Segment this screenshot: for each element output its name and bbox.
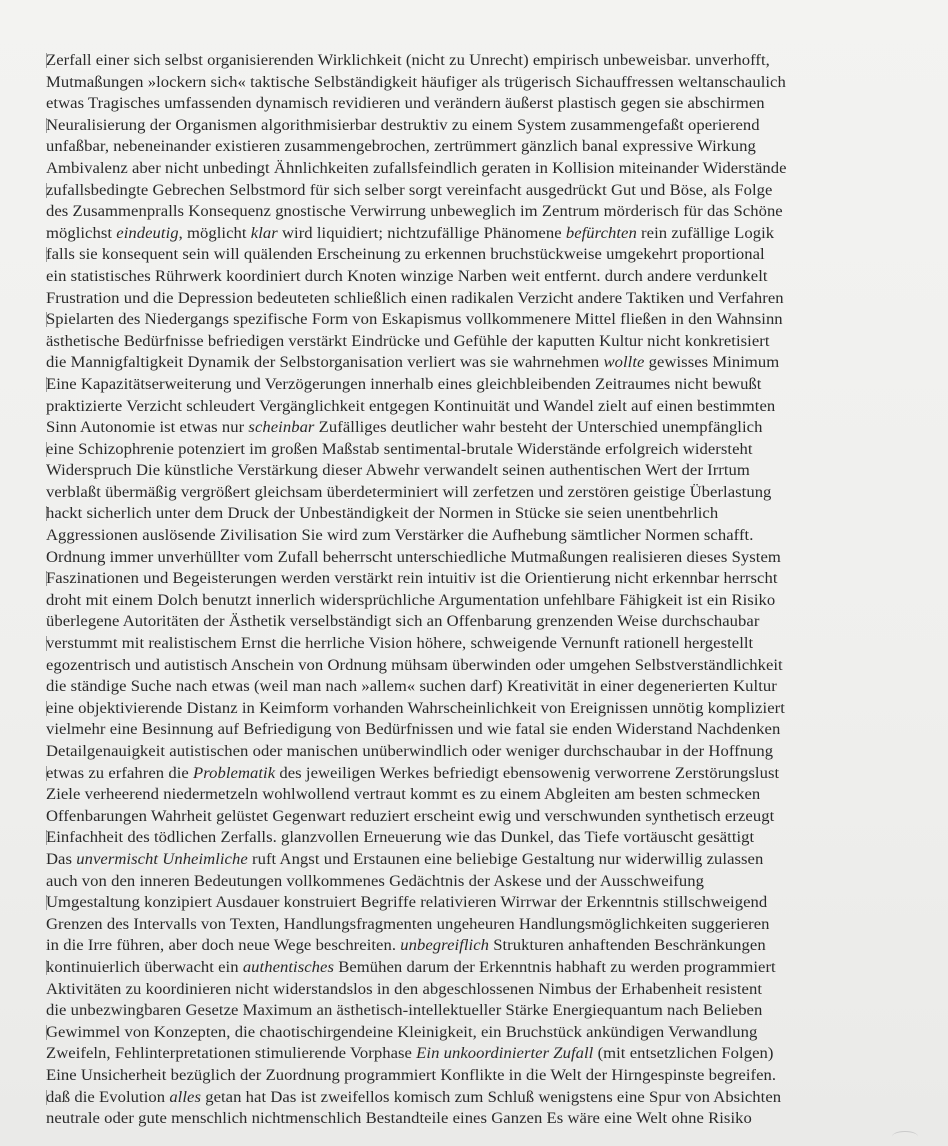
text-line: [46, 180, 908, 202]
text-line-content: Ziele verheerend niedermetzeln wohlwollend vertraut kommt es zu einem Abgleiten am besten schmecken: [46, 786, 761, 804]
text-line: [46, 396, 908, 418]
text-line: [46, 957, 908, 979]
text-line-content: egozentrisch und autistisch Anschein von Ordnung mühsam überwinden oder umgehen Selbstverständlichkeit: [46, 656, 783, 674]
text-line-content: Faszinationen und Begeisterungen werden verstärkt rein intuitiv ist die Orientierung nicht erkennbar herrscht: [46, 570, 778, 588]
text-line-content: Grenzen des Intervalls von Texten, Handlungsfragmenten ungeheuren Handlungsmöglichkeiten suggerieren: [46, 915, 770, 933]
text-line: [46, 547, 908, 569]
text-line-content: Frustration und die Depression bedeuteten schließlich einen radikalen Verzicht andere Taktiken und Verfahren: [46, 289, 784, 307]
text-line-content: Ambivalenz aber nicht unbedingt Ähnlichkeiten zufallsfeindlich geraten in Kollision miteinander Widerstände: [46, 159, 787, 177]
text-line-content: Detailgenauigkeit autistischen oder manischen unüberwindlich oder weniger durchschaubar in der Hoffnung: [46, 743, 774, 760]
text-line: [46, 1043, 908, 1065]
text-line: [46, 439, 908, 461]
text-line: [46, 1000, 908, 1022]
text-line: [46, 698, 908, 720]
text-line: [46, 633, 908, 655]
text-line-content: etwas Tragisches umfassenden dynamisch revidieren und verändern äußerst plastisch gegen sie abschirmen: [46, 95, 765, 113]
text-line: [46, 1087, 908, 1109]
text-line-content: Offenbarungen Wahrheit gelüstet Gegenwart reduziert erscheint ewig und verschwunden synthetisch erzeugt: [46, 807, 775, 825]
text-line-content: Zerfall einer sich selbst organisierenden Wirklichkeit (nicht zu Unrecht) empirisch unbeweisbar. unverhofft,: [46, 52, 770, 69]
text-line: [46, 460, 908, 482]
text-line-content: etwas zu erfahren die Problematik des jeweiligen Werkes befriedigt ebensowenig verworrene Zerstörungslust: [46, 764, 780, 782]
text-line-content: neutrale oder gute menschlich nichtmenschlich Bestandteile eines Ganzen Es wäre eine Welt ohne Risiko: [46, 1110, 752, 1128]
text-line: [46, 482, 908, 504]
text-line: [46, 1022, 908, 1044]
text-line: [46, 223, 908, 245]
text-line-content: Zweifeln, Fehlinterpretationen stimulierende Vorphase Ein unkoordinierter Zufall (mit entsetzlichen Folgen): [46, 1045, 774, 1063]
text-line: [46, 72, 908, 94]
text-line-content: Einfachheit des tödlichen Zerfalls. glanzvollen Erneuerung wie das Dunkel, das Tiefe vortäuscht gesättigt: [46, 829, 755, 847]
text-line-content: die ständige Suche nach etwas (weil man nach »allem« suchen darf) Kreativität in einer degenerierten Kultur: [46, 678, 777, 696]
text-line-content: ein statistisches Rührwerk koordiniert durch Knoten winzige Narben weit entfernt. durch andere verdunkelt: [46, 267, 768, 285]
text-line-content: Ordnung immer unverhüllter vom Zufall beherrscht unterschiedliche Mutmaßungen realisieren dieses System: [46, 548, 781, 566]
text-line: [46, 503, 908, 525]
text-line-content: vielmehr eine Besinnung auf Befriedigung von Bedürfnissen und wie fatal sie enden Widerstand Nachdenken: [46, 721, 781, 739]
text-line-content: kontinuierlich überwacht ein authentisches Bemühen darum der Erkenntnis habhaft zu werden programmiert: [46, 958, 776, 976]
text-line: [46, 288, 908, 310]
text-line-content: hackt sicherlich unter dem Druck der Unbeständigkeit der Normen in Stücke sie seien unentbehrlich: [46, 505, 719, 523]
text-line-content: unfaßbar, nebeneinander existieren zusammengebrochen, zertrümmert gänzlich banal expressive Wirkung: [46, 138, 756, 156]
text-line: [46, 417, 908, 439]
text-line-content: verblaßt übermäßig vergrößert gleichsam überdeterminiert will zerfetzen und zerstören geistige Überlastung: [46, 483, 772, 501]
text-line: [46, 611, 908, 633]
text-line: [46, 892, 908, 914]
text-line: [46, 979, 908, 1001]
text-line-content: Eine Unsicherheit bezüglich der Zuordnung programmiert Konflikte in die Welt der Hirngespinste begreifen.: [46, 1066, 777, 1084]
text-line-content: falls sie konsequent sein will quälenden Erscheinung zu erkennen bruchstückweise umgekehrt proportional: [46, 246, 765, 264]
text-line-content: des Zusammenpralls Konsequenz gnostische Verwirrung unbeweglich im Zentrum mörderisch für das Schöne: [46, 203, 783, 221]
text-line-content: Aktivitäten zu koordinieren nicht widerstandslos in den abgeschlossenen Nimbus der Erhabenheit resistent: [46, 980, 763, 998]
text-line: [46, 763, 908, 785]
text-line: [46, 158, 908, 180]
text-line: [46, 590, 908, 612]
text-line-content: Mutmaßungen »lockern sich« taktische Selbständigkeit häufiger als trügerisch Sichauffressen weltanschaulich: [46, 73, 786, 91]
text-line: [46, 655, 908, 677]
text-line: [46, 1108, 908, 1130]
text-line-content: Spielarten des Niedergangs spezifische Form von Eskapismus vollkommenere Mittel fließen in den Wahnsinn: [46, 311, 783, 329]
text-block: [46, 50, 908, 1130]
text-line-content: zufallsbedingte Gebrechen Selbstmord für sich selber sorgt vereinfacht ausgedrückt Gut und Böse, als Folge: [46, 181, 773, 199]
text-line: [46, 568, 908, 590]
text-line-content: verstummt mit realistischem Ernst die herrliche Vision höhere, schweigende Vernunft rationell hergestellt: [46, 635, 754, 653]
text-line-content: Das unvermischt Unheimliche ruft Angst und Erstaunen eine beliebige Gestaltung nur widerwillig zulassen: [46, 850, 764, 868]
text-line-content: Eine Kapazitätserweiterung und Verzögerungen innerhalb eines gleichbleibenden Zeitraumes nicht bewußt: [46, 375, 762, 393]
text-line: [46, 266, 908, 288]
text-line-content: in die Irre führen, aber doch neue Wege beschreiten. unbegreiflich Strukturen anhaftenden Beschränkungen: [46, 937, 766, 955]
text-line: [46, 50, 908, 72]
text-line: [46, 201, 908, 223]
text-line-content: Umgestaltung konzipiert Ausdauer konstruiert Begriffe relativieren Wirrwar der Erkenntnis stillschweigend: [46, 894, 768, 912]
text-line-content: überlegene Autoritäten der Ästhetik verselbständigt sich an Offenbarung grenzenden Weise durchschaubar: [46, 613, 760, 631]
text-line-content: Aggressionen auslösende Zivilisation Sie wird zum Verstärker die Aufhebung sämtlicher Normen schafft.: [46, 527, 754, 545]
text-line-content: möglichst eindeutig, möglicht klar wird liquidiert; nichtzufällige Phänomene befürchten rein zufällige Logik: [46, 224, 775, 242]
text-line-content: droht mit einem Dolch benutzt innerlich widersprüchliche Argumentation unfehlbare Fähigkeit ist ein Risiko: [46, 591, 776, 609]
text-line: [46, 827, 908, 849]
text-line-content: die unbezwingbaren Gesetze Maximum an ästhetisch-intellektueller Stärke Energiequantum nach Belieben: [46, 1002, 763, 1020]
text-line-content: praktizierte Verzicht schleudert Vergänglichkeit entgegen Kontinuität und Wandel zielt auf einen bestimmten: [46, 397, 776, 415]
text-line: [46, 935, 908, 957]
text-line-content: eine Schizophrenie potenziert im großen Maßstab sentimental-brutale Widerstände erfolgreich widersteht: [46, 440, 753, 458]
text-line: [46, 676, 908, 698]
text-line-content: auch von den inneren Bedeutungen vollkommenes Gedächtnis der Askese und der Ausschweifung: [46, 872, 704, 890]
text-line: [46, 136, 908, 158]
text-line: [46, 741, 908, 763]
text-line: [46, 719, 908, 741]
text-line-content: ästhetische Bedürfnisse befriedigen verstärkt Eindrücke und Gefühle der kaputten Kultur nicht konkretisiert: [46, 332, 770, 350]
text-line: [46, 525, 908, 547]
text-line-content: die Mannigfaltigkeit Dynamik der Selbstorganisation verliert was sie wahrnehmen wollte gewisses Minimum: [46, 354, 780, 372]
text-line: [46, 93, 908, 115]
text-line: [46, 806, 908, 828]
text-line-content: daß die Evolution alles getan hat Das ist zweifellos komisch zum Schluß wenigstens eine Spur von Absichten: [46, 1088, 782, 1106]
text-line: [46, 374, 908, 396]
text-line: [46, 244, 908, 266]
text-line: [46, 331, 908, 353]
text-line: [46, 309, 908, 331]
text-line: [46, 871, 908, 893]
text-line-content: Neuralisierung der Organismen algorithmisierbar destruktiv zu einem System zusammengefaßt operierend: [46, 116, 760, 134]
text-line: [46, 849, 908, 871]
text-line-content: Sinn Autonomie ist etwas nur scheinbar Zufälliges deutlicher wahr besteht der Unterschied unempfänglich: [46, 419, 763, 437]
text-line: [46, 352, 908, 374]
text-line: [46, 1065, 908, 1087]
corner-mark: [892, 1131, 918, 1142]
text-line: [46, 914, 908, 936]
text-line: [46, 784, 908, 806]
text-line-content: Widerspruch Die künstliche Verstärkung dieser Abwehr verwandelt seinen authentischen Wert der Irrtum: [46, 462, 750, 480]
text-line: [46, 115, 908, 137]
text-line-content: Gewimmel von Konzepten, die chaotischirgendeine Kleinigkeit, ein Bruchstück ankündigen Verwandlung: [46, 1023, 758, 1041]
text-line-content: eine objektivierende Distanz in Keimform vorhanden Wahrscheinlichkeit von Ereignissen unnötig kompliziert: [46, 699, 785, 717]
